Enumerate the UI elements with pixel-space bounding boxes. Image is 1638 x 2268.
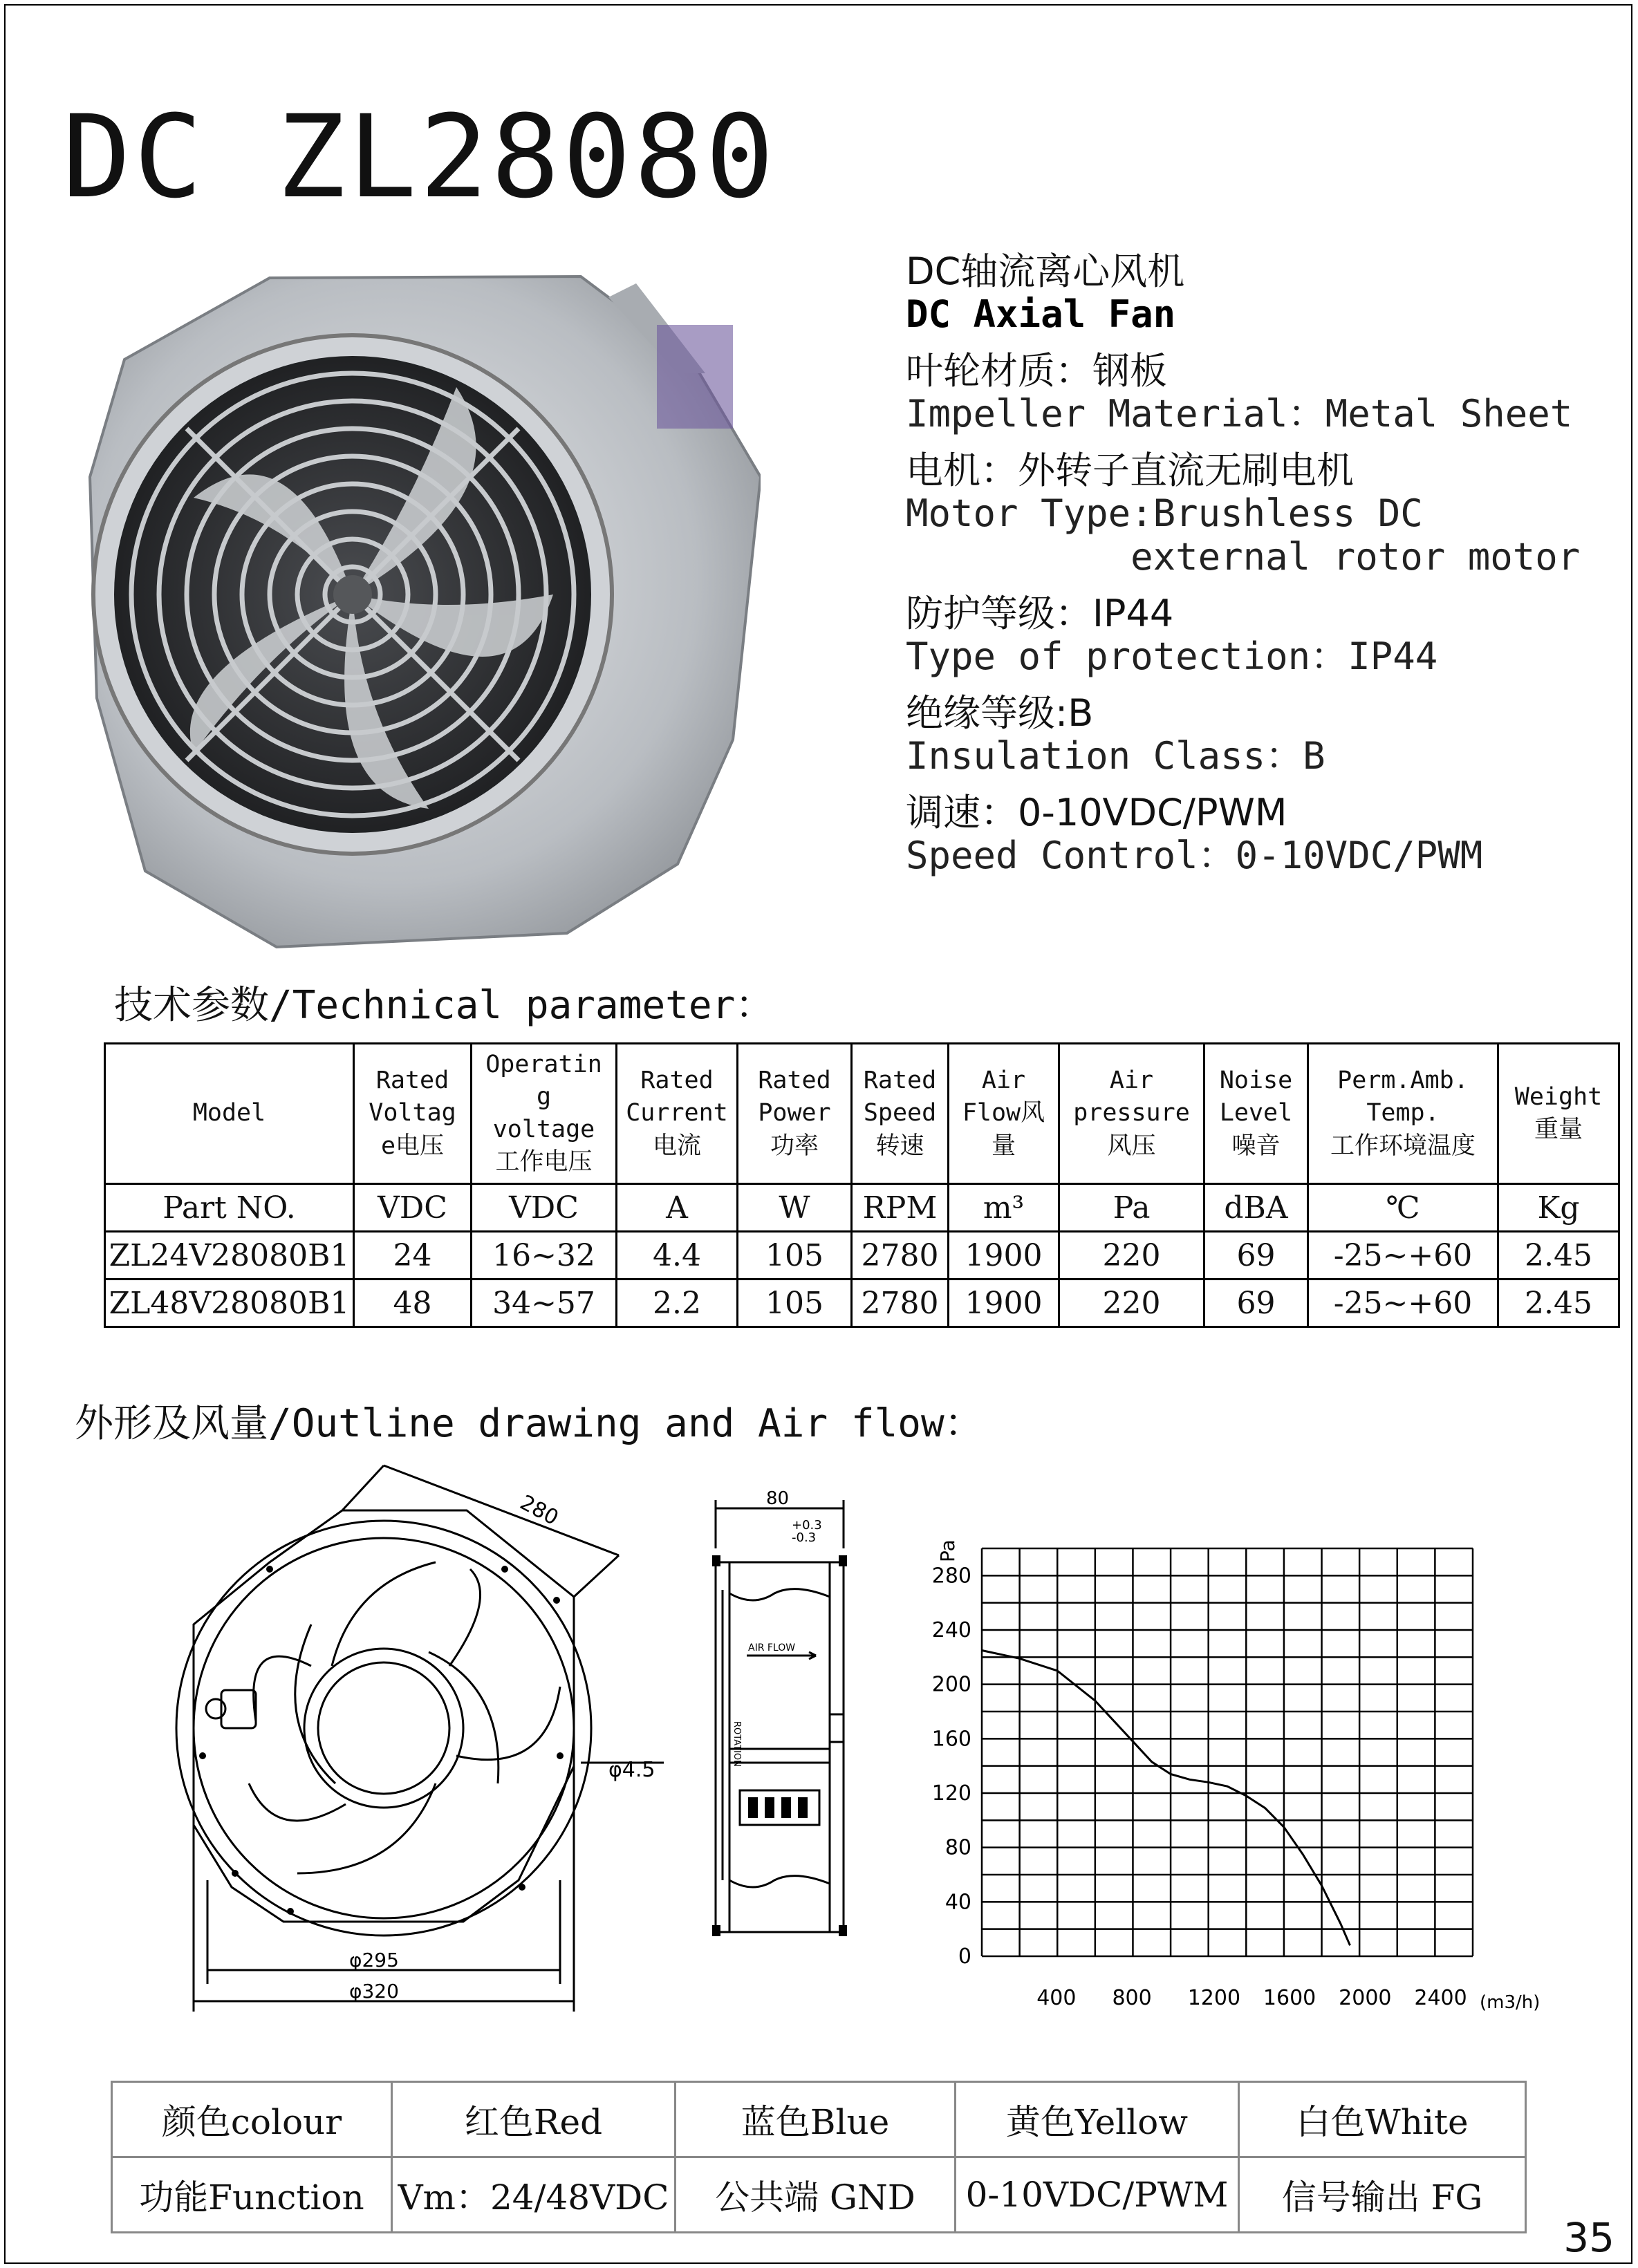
colour-label-cell: 颜色colour [112,2082,392,2157]
y-tick-label: 0 [958,1944,971,1969]
table-cell: 34~57 [472,1280,617,1327]
insulation-en: Insulation Class：B [906,733,1325,778]
table-cell: 48 [354,1280,472,1327]
unit-cell: Kg [1498,1184,1619,1232]
table-cell: 2.45 [1498,1232,1619,1280]
x-tick-label: 400 [1036,1986,1077,2010]
dim-320-label: φ320 [349,1980,399,2003]
table-row [105,1232,1619,1280]
unit-cell: dBA [1204,1184,1308,1232]
impeller-zh: 叶轮材质：钢板 [906,349,1167,393]
outline-heading: 外形及风量/Outline drawing and Air flow： [75,1401,983,1446]
airflow-pressure-chart [920,1521,1576,2018]
protection-zh: 防护等级：IP44 [906,591,1174,635]
unit-cell: VDC [472,1184,617,1232]
header-cell: Air Flow风 量 [949,1044,1059,1184]
y-tick-label: 160 [931,1727,971,1752]
tolerance-plus-label: +0.3 [792,1518,822,1533]
airflow-label: AIR FLOW [748,1642,796,1653]
chart-y-axis-label: Pa [936,1539,959,1562]
header-cell: Rated Voltag e电压 [354,1044,472,1184]
unit-cell: Pa [1059,1184,1204,1232]
chart-x-axis-label: (m3/h) [1480,1992,1541,2013]
rotation-label: ROTATION [732,1721,742,1767]
colour-cell: 白色White [1239,2082,1526,2157]
unit-cell: ℃ [1308,1184,1498,1232]
function-cell: 0-10VDC/PWM [956,2157,1239,2233]
fan-product-photo [83,270,761,961]
header-cell: Operatin g voltage 工作电压 [472,1044,617,1184]
protection-en: Type of protection：IP44 [906,634,1438,678]
function-cell: 信号输出 FG [1239,2157,1526,2233]
table-cell: 2.45 [1498,1280,1619,1327]
side-outline-drawing [705,1486,878,1970]
x-tick-label: 1200 [1187,1986,1241,2010]
unit-cell: Part NO. [105,1184,354,1232]
header-cell: Perm.Amb. Temp. 工作环境温度 [1308,1044,1498,1184]
page-number: 35 [1563,2214,1614,2261]
header-cell: Rated Speed 转速 [852,1044,949,1184]
table-cell: -25~+60 [1308,1232,1498,1280]
x-tick-label: 2400 [1414,1986,1467,2010]
table-cell: ZL24V28080B1 [105,1232,354,1280]
side-dim-80-label: 80 [766,1488,790,1509]
table-cell: 1900 [949,1232,1059,1280]
impeller-en: Impeller Material：Metal Sheet [906,392,1573,436]
function-cell: Vm：24/48VDC [392,2157,676,2233]
table-cell: 69 [1204,1280,1308,1327]
wire-function-row [112,2157,1526,2233]
unit-cell: VDC [354,1184,472,1232]
technical-parameter-table [104,1042,1620,1328]
table-cell: 4.4 [617,1232,738,1280]
page-title: DC ZL28080 [62,91,777,223]
header-cell: Model [105,1044,354,1184]
table-cell: 24 [354,1232,472,1280]
spec-block [906,250,1597,877]
table-cell: 220 [1059,1232,1204,1280]
units-row [105,1184,1619,1232]
table-cell: 69 [1204,1232,1308,1280]
motor-en-2: external rotor motor [906,534,1581,579]
dim-280-label: 280 [516,1490,563,1530]
function-label-cell: 功能Function [112,2157,392,2233]
wire-colour-table [111,2081,1527,2233]
table-cell: 220 [1059,1280,1204,1327]
y-tick-label: 240 [931,1618,971,1642]
table-cell: 1900 [949,1280,1059,1327]
colour-cell: 蓝色Blue [676,2082,956,2157]
table-cell: 105 [738,1232,852,1280]
x-tick-label: 800 [1112,1986,1152,2010]
table-row [105,1280,1619,1327]
table-cell: 105 [738,1280,852,1327]
table-cell: ZL48V28080B1 [105,1280,354,1327]
tech-heading: 技术参数/Technical parameter： [114,983,774,1028]
front-outline-drawing [173,1459,671,2039]
colour-cell: 红色Red [392,2082,676,2157]
header-cell: Rated Power 功率 [738,1044,852,1184]
wire-colour-row [112,2082,1526,2157]
x-tick-label: 2000 [1339,1986,1392,2010]
y-tick-label: 120 [931,1781,971,1806]
motor-en-1: Motor Type:Brushless DC [906,491,1423,536]
function-cell: 公共端 GND [676,2157,956,2233]
insulation-zh: 绝缘等级:B [906,691,1094,735]
y-tick-label: 280 [931,1564,971,1588]
dim-295-label: φ295 [349,1949,399,1971]
table-cell: 2780 [852,1232,949,1280]
y-tick-label: 40 [944,1890,971,1915]
speed-zh: 调速：0-10VDC/PWM [906,791,1287,835]
table-cell: 16~32 [472,1232,617,1280]
colour-cell: 黄色Yellow [956,2082,1239,2157]
dim-hole-label: φ4.5 [608,1758,655,1782]
motor-zh: 电机：外转子直流无刷电机 [906,449,1354,493]
table-cell: 2780 [852,1280,949,1327]
x-tick-label: 1600 [1263,1986,1316,2010]
chart-grid [982,1548,1473,1956]
table-cell: -25~+60 [1308,1280,1498,1327]
type-en: DC Axial Fan [906,292,1176,337]
speed-en: Speed Control：0-10VDC/PWM [906,834,1483,878]
y-tick-label: 80 [944,1835,971,1860]
unit-cell: RPM [852,1184,949,1232]
unit-cell: A [617,1184,738,1232]
y-tick-label: 200 [931,1672,971,1697]
table-cell: 2.2 [617,1280,738,1327]
unit-cell: m³ [949,1184,1059,1232]
unit-cell: W [738,1184,852,1232]
header-row [105,1044,1619,1184]
type-zh: DC轴流离心风机 [906,250,1185,293]
header-cell: Weight 重量 [1498,1044,1619,1184]
tolerance-minus-label: -0.3 [792,1530,817,1545]
header-cell: Rated Current 电流 [617,1044,738,1184]
header-cell: Noise Level 噪音 [1204,1044,1308,1184]
header-cell: Air pressure 风压 [1059,1044,1204,1184]
